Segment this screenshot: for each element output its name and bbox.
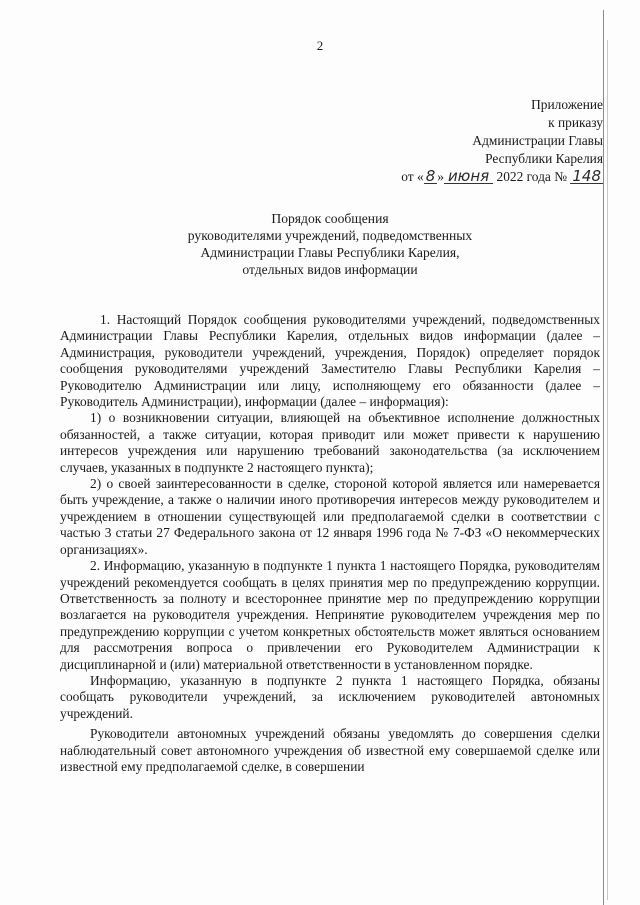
scan-edge-line (603, 10, 604, 905)
document-title (60, 210, 600, 278)
scan-edge-line-secondary (607, 40, 608, 900)
paragraph-2: 2. Информацию, указанную в подпункте 1 пункта 1 настоящего Порядка, руководителям учреждений рекомендуется сообщать в целях принятия мер по предупреждению коррупции. Ответственность за полноту и всестороннее принятие мер по предупреждению коррупции возлагается на руководителя учреждения. Непринятие руководителем учреждения мер по предупреждению коррупции с учетом конкретных обстоятельств может являться основанием для рассмотрения вопроса о привлечении его Руководителем Администрации к дисциплинарной и (или) материальной ответственности в установленном порядке. (60, 558, 600, 672)
page-number: 2 (316, 38, 324, 53)
paragraph-1: 1. Настоящий Порядок сообщения руководителями учреждений, подведомственных Администрации Главы Республики Карелия, отдельных видов информации (далее – Администрация, руководители учреждений, учреждения, Порядок) определяет порядок сообщения руководителями учреждений Заместителю Главы Республики Карелия – Руководителю Администрации или лицу, исполняющему его обязанности (далее – Руководитель Администрации), информации (далее – информация): (60, 312, 600, 410)
appendix-block (401, 96, 603, 186)
order-number-handwritten: 148 (572, 167, 601, 185)
date-mid: » (437, 169, 444, 184)
paragraph-3: Руководители автономных учреждений обязаны уведомлять до совершения сделки наблюдательный совет автономного учреждения об известной ему совершаемой сделке или известной ему предполагаемой сделке, в совершении (60, 726, 600, 774)
appendix-line-1: Приложение (531, 97, 603, 112)
title-line-4: отдельных видов информации (242, 262, 418, 277)
appendix-date-line (401, 168, 603, 186)
date-prefix: от « (401, 169, 424, 184)
paragraph-1-item-1: 1) о возникновении ситуации, влияющей на объективное исполнение должностных обязанностей, а также ситуации, которая приводит или может привести к нарушению интересов учреждения или нарушению требований законодательства (за исключением случаев, указанных в подпункте 2 настоящего пункта); (60, 410, 600, 475)
title-line-1: Порядок сообщения (271, 211, 389, 226)
date-year: 2022 года № (496, 169, 567, 184)
title-line-3: Администрации Главы Республики Карелия, (200, 245, 460, 260)
appendix-line-2: к приказу (548, 115, 603, 130)
title-line-2: руководителями учреждений, подведомственных (187, 228, 473, 243)
date-month-handwritten: июня (444, 169, 493, 184)
document-body (60, 312, 600, 775)
paragraph-2-continued: Информацию, указанную в подпункте 2 пункта 1 настоящего Порядка, обязаны сообщать руководители учреждений, за исключением руководителей автономных учреждений. (60, 672, 600, 721)
date-day-handwritten: 8 (425, 167, 436, 185)
paragraph-1-item-2: 2) о своей заинтересованности в сделке, стороной которой является или намеревается быть учреждение, а также о наличии иного противоречия интересов между руководителем и учреждением в отношении существующей или предполагаемой сделки в соответствии с частью 3 статьи 27 Федерального закона от 12 января 1996 года № 7-ФЗ «О некоммерческих организациях». (60, 476, 600, 557)
appendix-line-4: Республики Карелия (485, 151, 603, 166)
appendix-line-3: Администрации Главы (472, 133, 603, 148)
